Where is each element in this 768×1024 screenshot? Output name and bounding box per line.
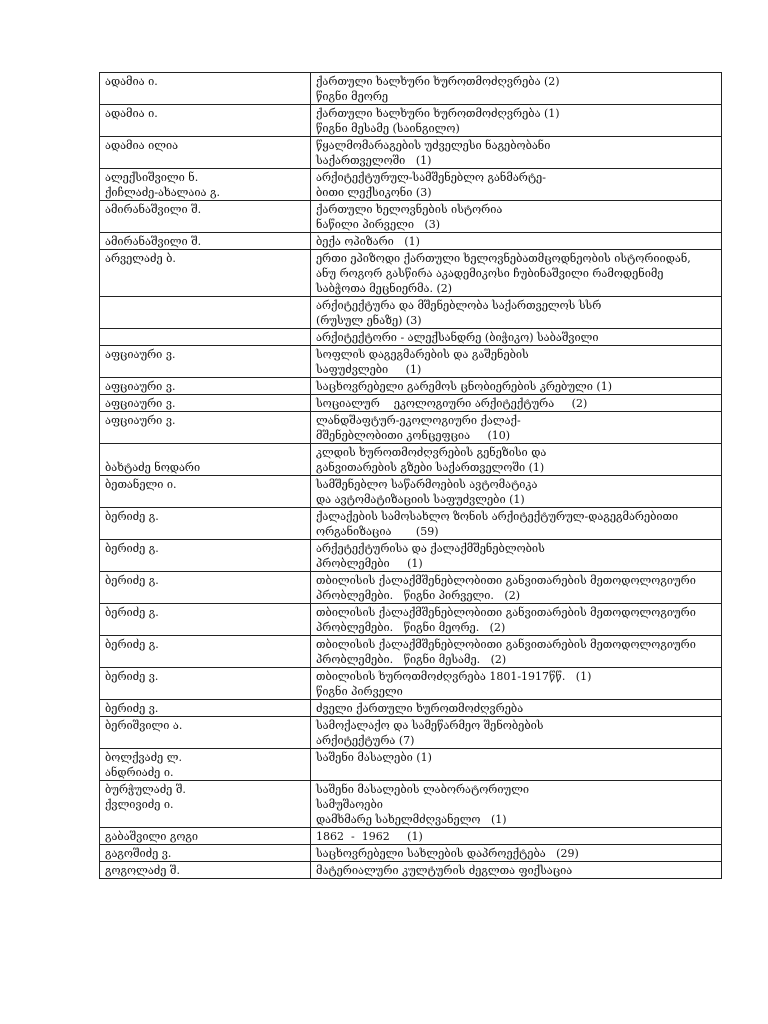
author-cell: არველაძე ბ.: [100, 250, 311, 297]
title-cell: არქიტექტურულ-სამშენებლო განმარტე- ბითი ლექსიკონი (3): [311, 169, 722, 201]
title-cell: არქეტექტურისა და ქალაქმშენებლობის პრობლემები (1): [311, 540, 722, 572]
table-row: [100, 412, 722, 444]
table-row: [100, 169, 722, 201]
author-cell: გოგოლაძე შ.: [100, 862, 311, 879]
author-cell: ბერიძე გ.: [100, 540, 311, 572]
author-cell: ბერიძე გ.: [100, 508, 311, 540]
table-row: [100, 636, 722, 668]
title-cell: 1862 - 1962 (1): [311, 828, 722, 845]
table-row: [100, 572, 722, 604]
table-row: [100, 668, 722, 700]
author-cell: ადამია ი.: [100, 73, 311, 105]
table-row: [100, 781, 722, 828]
bibliography-table-body: [100, 73, 722, 879]
table-row: [100, 540, 722, 572]
table-row: [100, 201, 722, 233]
author-cell: [100, 329, 311, 346]
title-cell: ქართული ხელოვნების ისტორია ნაწილი პირველი (3): [311, 201, 722, 233]
author-cell: გაგოშიძე ვ.: [100, 845, 311, 862]
title-cell: საშენი მასალების ლაბორატორიული სამუშაოები დამხმარე სახელმძღვანელო (1): [311, 781, 722, 828]
author-cell: აფციაური ვ.: [100, 412, 311, 444]
author-cell: ადამია ილია: [100, 137, 311, 169]
table-row: [100, 297, 722, 329]
author-cell: ადამია ი.: [100, 105, 311, 137]
title-cell: სოციალურ ეკოლოგიური არქიტექტურა (2): [311, 395, 722, 412]
title-cell: მატერიალური კულტურის ძეგლთა ფიქსაცია: [311, 862, 722, 879]
title-cell: ძველი ქართული ხუროთმოძღვრება: [311, 700, 722, 717]
title-cell: ქართული ხალხური ხუროთმოძღვრება (2) წიგნი მეორე: [311, 73, 722, 105]
author-cell: გაბაშვილი გოგი: [100, 828, 311, 845]
table-row: [100, 378, 722, 395]
table-row: [100, 105, 722, 137]
title-cell: თბილისის ქალაქმშენებლობითი განვითარების მეთოდოლოგიური პრობლემები. წიგნი მესამე. (2): [311, 636, 722, 668]
author-cell: ამირანაშვილი შ.: [100, 201, 311, 233]
author-cell: [100, 297, 311, 329]
table-row: [100, 395, 722, 412]
author-cell: ბერიძე გ.: [100, 604, 311, 636]
table-row: [100, 700, 722, 717]
table-row: [100, 845, 722, 862]
title-cell: სოფლის დაგეგმარების და გაშენების საფუძვლები (1): [311, 346, 722, 378]
table-row: [100, 250, 722, 297]
table-row: [100, 749, 722, 781]
author-cell: ბერიშვილი ა.: [100, 717, 311, 749]
title-cell: წყალმომარაგების უძველესი ნაგებობანი საქართველოში (1): [311, 137, 722, 169]
title-cell: საცხოვრებელი გარემოს ცნობიერების კრებული (1): [311, 378, 722, 395]
bibliography-table: [99, 72, 722, 879]
author-cell: ბერიძე გ.: [100, 572, 311, 604]
author-cell: ბერიძე ვ.: [100, 668, 311, 700]
author-cell: აფციაური ვ.: [100, 395, 311, 412]
author-cell: ბეთანელი ი.: [100, 476, 311, 508]
title-cell: თბილისის ქალაქმშენებლობითი განვითარების მეთოდოლოგიური პრობლემები. წიგნი მეორე. (2): [311, 604, 722, 636]
author-cell: ბურჭულაძე შ. ქვლივიძე ი.: [100, 781, 311, 828]
table-row: [100, 346, 722, 378]
title-cell: საცხოვრებელი სახლების დაპროექტება (29): [311, 845, 722, 862]
title-cell: ქართული ხალხური ხუროთმოძღვრება (1) წიგნი მესამე (საინგილო): [311, 105, 722, 137]
author-cell: აფციაური ვ.: [100, 346, 311, 378]
table-row: [100, 444, 722, 476]
table-row: [100, 604, 722, 636]
table-row: [100, 137, 722, 169]
author-cell: ამირანაშვილი შ.: [100, 233, 311, 250]
author-cell: ალექსიშვილი ნ. ქიჩლაძე-ახალაია გ.: [100, 169, 311, 201]
author-cell: ბერიძე გ.: [100, 636, 311, 668]
title-cell: კლდის ხუროთმოძღვრების გენეზისი და განვითარების გზები საქართველოში (1): [311, 444, 722, 476]
author-cell: ბერიძე ვ.: [100, 700, 311, 717]
title-cell: თბილისის ქალაქმშენებლობითი განვითარების მეთოდოლოგიური პრობლემები. წიგნი პირველი. (2): [311, 572, 722, 604]
table-row: [100, 862, 722, 879]
title-cell: სამშენებლო საწარმოების ავტომატიკა და ავტომატიზაციის საფუძვლები (1): [311, 476, 722, 508]
title-cell: არქიტექტორი - ალექსანდრე (ბიჭიკო) საბაშვილი: [311, 329, 722, 346]
title-cell: სამოქალაქო და სამეწარმეო შენობების არქიტექტურა (7): [311, 717, 722, 749]
author-cell: ბოლქვაძე ლ. ანდრიაძე ი.: [100, 749, 311, 781]
title-cell: თბილისის ხუროთმოძღვრება 1801-1917წწ. (1) წიგნი პირველი: [311, 668, 722, 700]
table-row: [100, 73, 722, 105]
author-cell: აფციაური ვ.: [100, 378, 311, 395]
title-cell: ლანდშაფტურ-ეკოლოგიური ქალაქ- მშენებლობითი კონცეფცია (10): [311, 412, 722, 444]
title-cell: არქიტექტურა და მშენებლობა საქართველოს სსრ (რუსულ ენაზე) (3): [311, 297, 722, 329]
title-cell: ბექა ოპიზარი (1): [311, 233, 722, 250]
title-cell: საშენი მასალები (1): [311, 749, 722, 781]
table-row: [100, 828, 722, 845]
author-cell: ბახტაძე ნოდარი: [100, 444, 311, 476]
table-row: [100, 233, 722, 250]
table-row: [100, 329, 722, 346]
table-row: [100, 508, 722, 540]
title-cell: ქალაქების სამოსახლო ზონის არქიტექტურულ-დაგეგმარებითი ორგანიზაცია (59): [311, 508, 722, 540]
table-row: [100, 476, 722, 508]
title-cell: ერთი ეპიზოდი ქართული ხელოვნებათმცოდნეობის ისტორიიდან, ანუ როგორ გასწირა აკადემიკოსი ჩუბინაშვილი რამოდენიმე საბჭოთა მეცნიერმა. (2): [311, 250, 722, 297]
table-row: [100, 717, 722, 749]
